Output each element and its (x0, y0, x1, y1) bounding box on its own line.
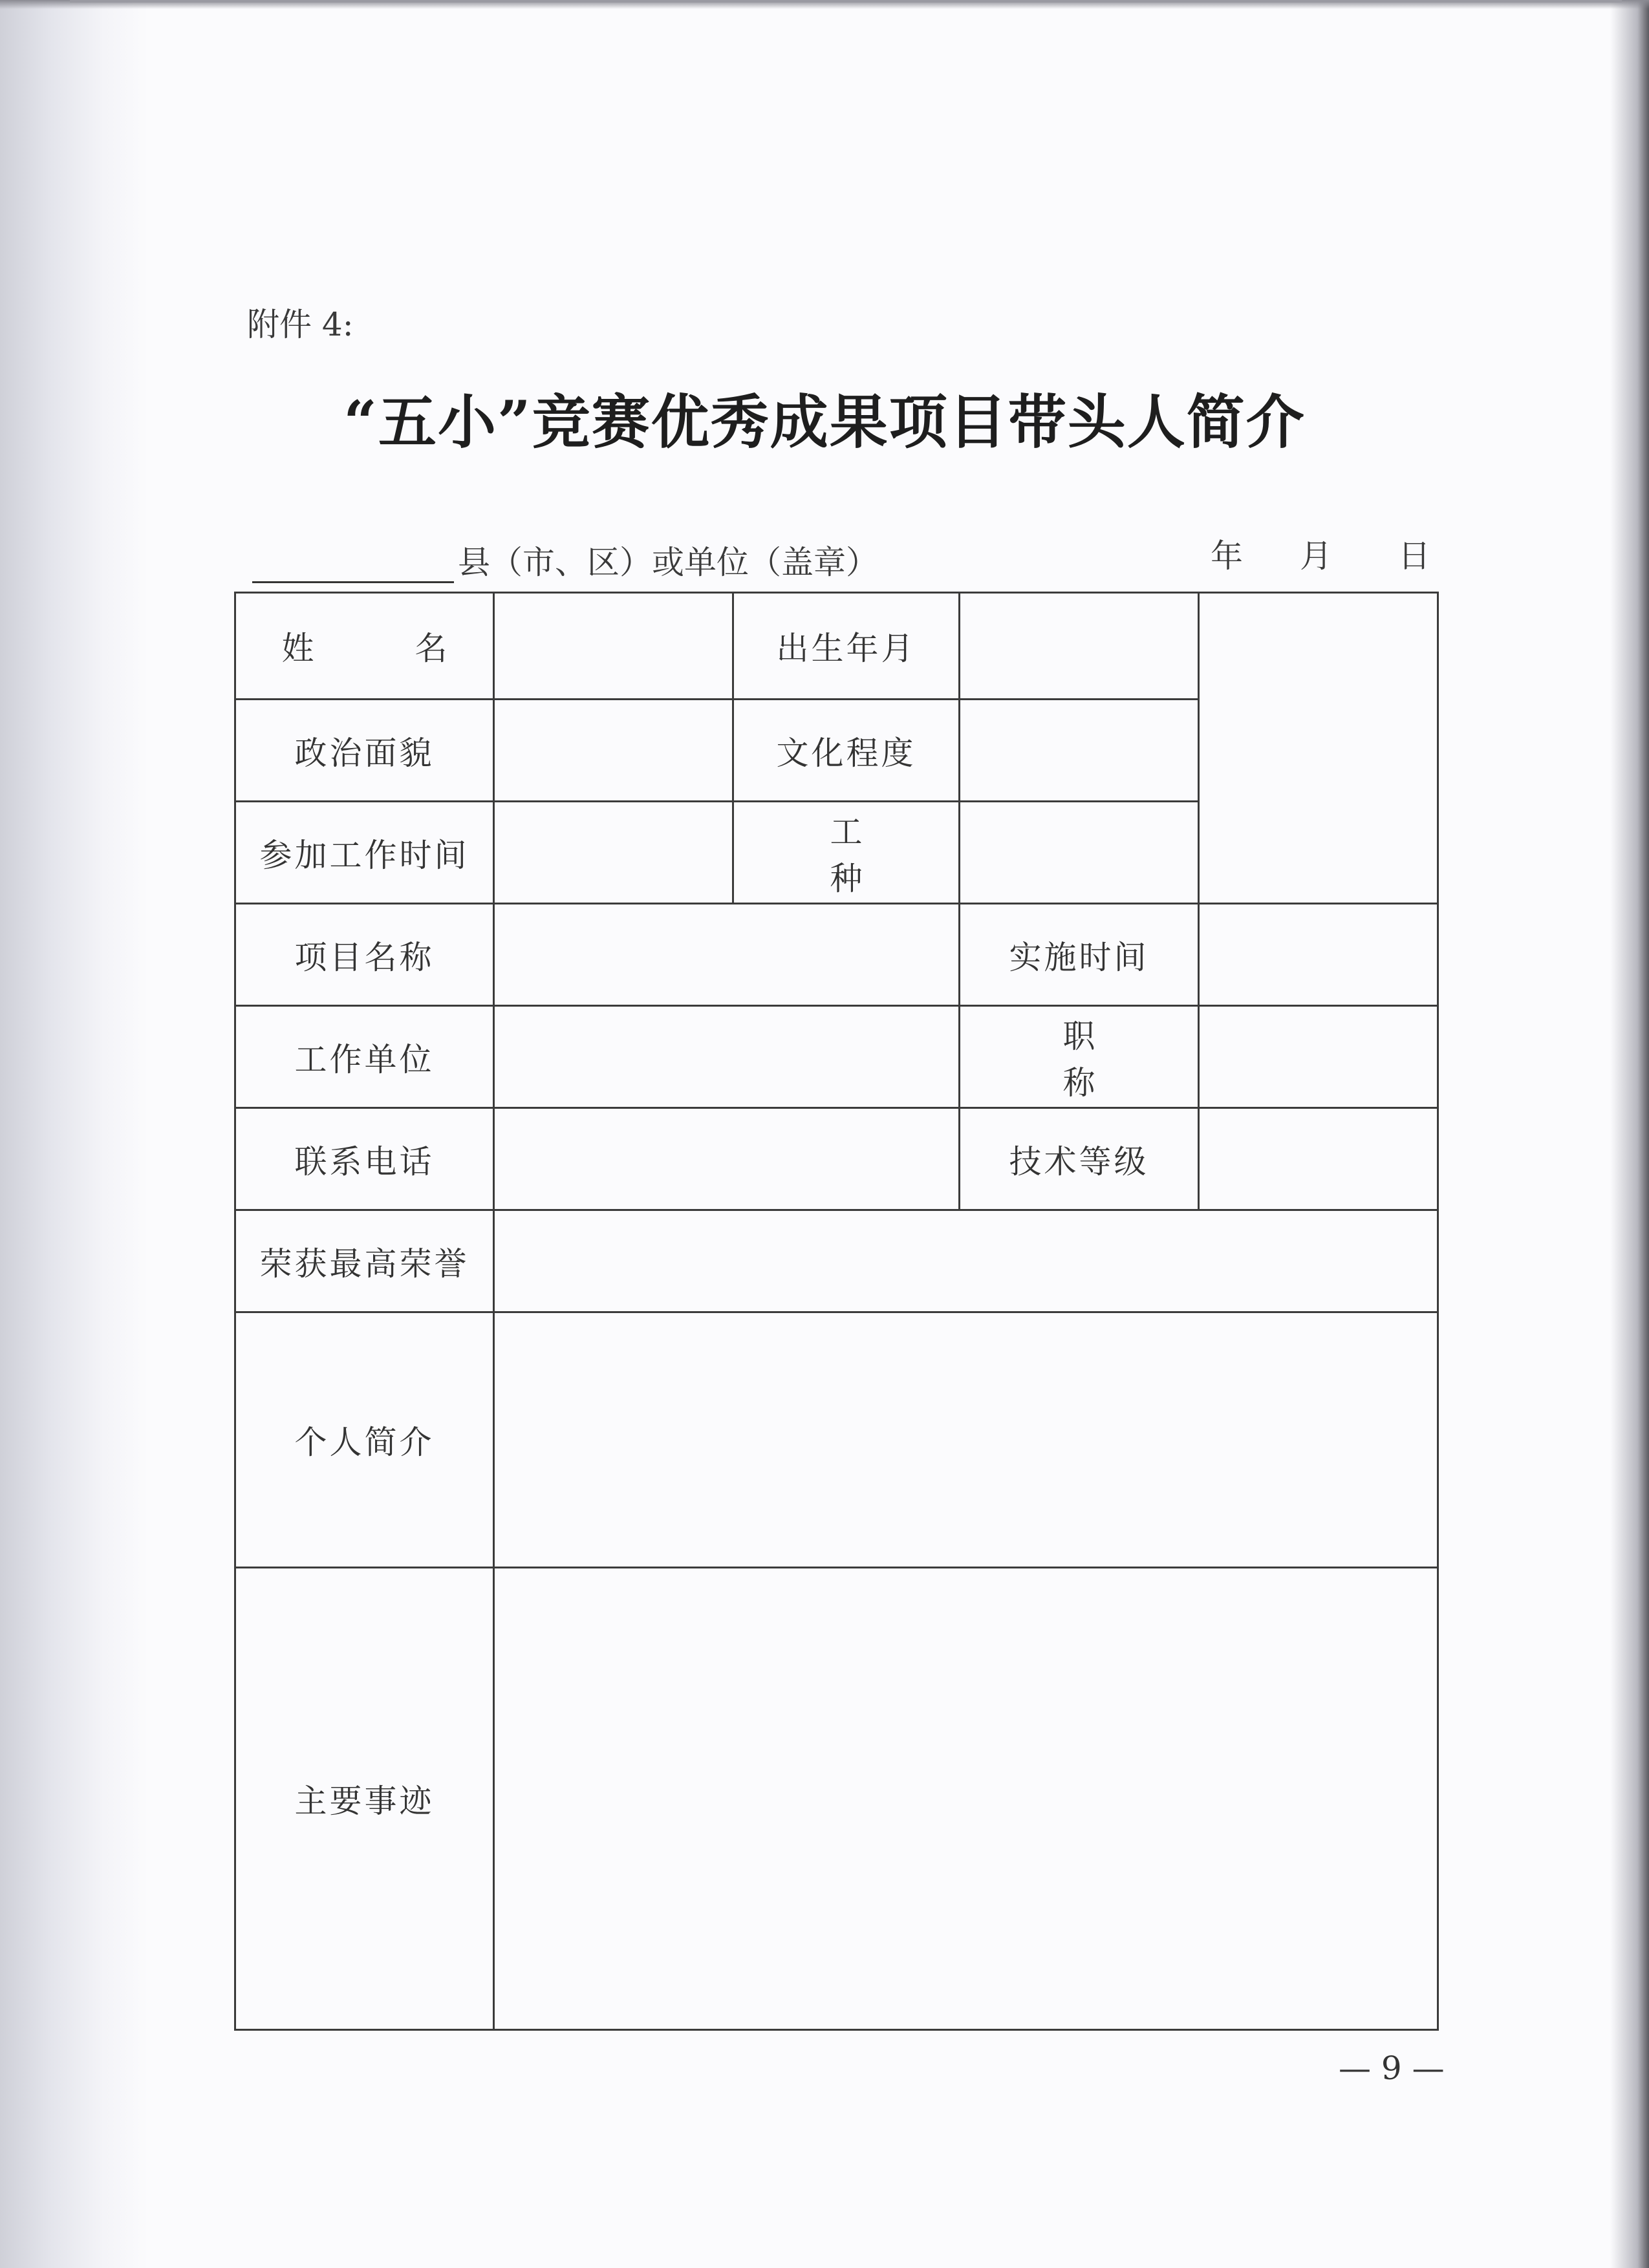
label-title-rank: 职 称 (960, 1006, 1199, 1108)
label-tech-level: 技术等级 (960, 1108, 1199, 1210)
field-project-name[interactable] (494, 904, 960, 1006)
field-deeds[interactable] (494, 1568, 1438, 2030)
label-politics: 政治面貌 (235, 700, 494, 802)
label-education: 文化程度 (733, 700, 960, 802)
field-title-rank[interactable] (1199, 1006, 1438, 1108)
label-birth: 出生年月 (733, 593, 960, 700)
label-phone: 联系电话 (235, 1108, 494, 1210)
field-work-unit[interactable] (494, 1006, 960, 1108)
unit-line (252, 537, 1183, 588)
page-edge-line (70, 0, 1622, 3)
label-impl-time: 实施时间 (960, 904, 1199, 1006)
date-year-label: 年 (1211, 537, 1243, 575)
date-month-label: 月 (1300, 537, 1332, 575)
photo-box[interactable] (1199, 593, 1438, 904)
label-deeds: 主要事迹 (235, 1568, 494, 2030)
label-trade: 工 种 (733, 802, 960, 904)
label-work-unit: 工作单位 (235, 1006, 494, 1108)
label-honor: 荣获最高荣誉 (235, 1210, 494, 1312)
unit-blank-field[interactable] (252, 542, 454, 583)
field-work-start[interactable] (494, 802, 733, 904)
field-trade[interactable] (960, 802, 1199, 904)
field-impl-time[interactable] (1199, 904, 1438, 1006)
field-name[interactable] (494, 593, 733, 700)
field-education[interactable] (960, 700, 1199, 802)
page-title: “五小”竞赛优秀成果项目带头人简介 (343, 388, 1306, 456)
unit-suffix: 县（市、区）或单位（盖章） (458, 544, 878, 581)
field-birth[interactable] (960, 593, 1199, 700)
page-shadow-left (0, 0, 149, 2268)
page-number: — 9 — (1339, 2049, 1445, 2087)
label-work-start: 参加工作时间 (235, 802, 494, 904)
label-profile: 个人简介 (235, 1312, 494, 1568)
date-day-label: 日 (1398, 537, 1430, 575)
page-shadow-right (1610, 0, 1649, 2268)
field-politics[interactable] (494, 700, 733, 802)
profile-form-table (234, 592, 1439, 2031)
label-project-name: 项目名称 (235, 904, 494, 1006)
field-phone[interactable] (494, 1108, 960, 1210)
field-profile[interactable] (494, 1312, 1438, 1568)
label-name: 姓 名 (235, 593, 494, 700)
field-tech-level[interactable] (1199, 1108, 1438, 1210)
attachment-label: 附件 4: (247, 306, 354, 343)
field-honor[interactable] (494, 1210, 1438, 1312)
